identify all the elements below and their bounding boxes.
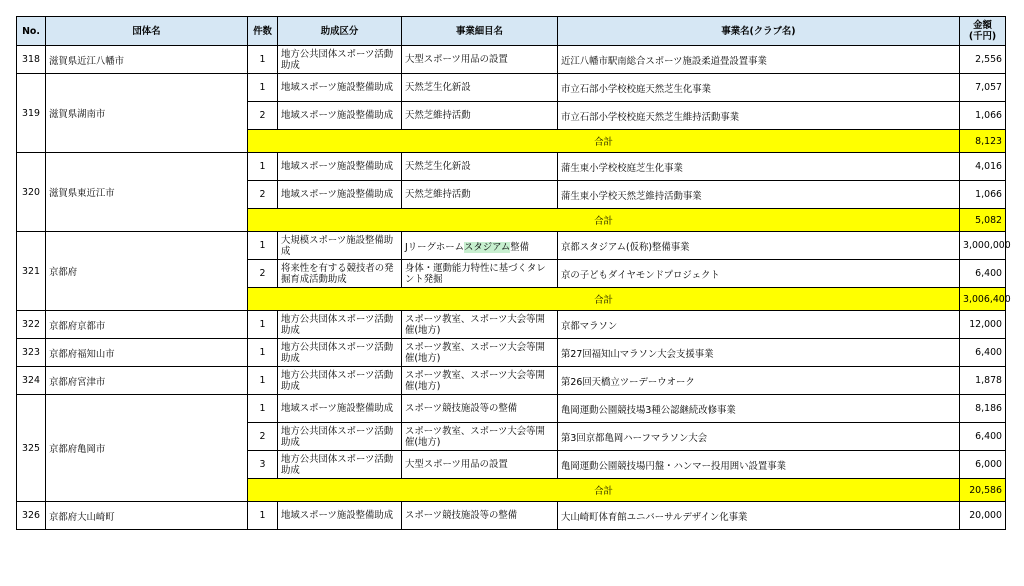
category-cell: 地域スポーツ施設整備助成 — [278, 102, 402, 130]
category-cell: 地域スポーツ施設整備助成 — [278, 502, 402, 530]
detail-cell: 大型スポーツ用品の設置 — [402, 46, 558, 74]
detail-cell: スポーツ教室、スポーツ大会等開催(地方) — [402, 339, 558, 367]
project-cell: 第27回福知山マラソン大会支援事業 — [558, 339, 960, 367]
category-cell: 地方公共団体スポーツ活動助成 — [278, 451, 402, 479]
header-category: 助成区分 — [278, 17, 402, 46]
total-label: 合計 — [248, 288, 960, 311]
entry-no: 319 — [17, 74, 46, 153]
project-cell: 市立石部小学校校庭天然芝生維持活動事業 — [558, 102, 960, 130]
amount-cell: 4,016 — [960, 153, 1006, 181]
amount-cell: 6,400 — [960, 423, 1006, 451]
count-cell: 1 — [248, 367, 278, 395]
project-cell: 蒲生東小学校天然芝維持活動事業 — [558, 181, 960, 209]
amount-cell: 3,000,000 — [960, 232, 1006, 260]
amount-cell: 1,878 — [960, 367, 1006, 395]
category-cell: 地域スポーツ施設整備助成 — [278, 153, 402, 181]
category-cell: 地方公共団体スポーツ活動助成 — [278, 423, 402, 451]
count-cell: 2 — [248, 260, 278, 288]
amount-cell: 6,000 — [960, 451, 1006, 479]
detail-cell: 天然芝生化新設 — [402, 153, 558, 181]
table-row — [17, 74, 1006, 102]
entry-no: 320 — [17, 153, 46, 232]
count-cell: 2 — [248, 102, 278, 130]
amount-cell: 6,400 — [960, 260, 1006, 288]
detail-cell: スポーツ教室、スポーツ大会等開催(地方) — [402, 311, 558, 339]
detail-cell: スポーツ競技施設等の整備 — [402, 502, 558, 530]
amount-cell: 8,186 — [960, 395, 1006, 423]
entry-no: 325 — [17, 395, 46, 502]
project-cell: 第3回京都亀岡ハーフマラソン大会 — [558, 423, 960, 451]
count-cell: 1 — [248, 339, 278, 367]
project-cell: 市立石部小学校校庭天然芝生化事業 — [558, 74, 960, 102]
project-cell: 近江八幡市駅南総合スポーツ施設柔道畳設置事業 — [558, 46, 960, 74]
detail-cell: 天然芝維持活動 — [402, 102, 558, 130]
category-cell: 将来性を有する競技者の発掘育成活動助成 — [278, 260, 402, 288]
total-label: 合計 — [248, 479, 960, 502]
entry-no: 321 — [17, 232, 46, 311]
category-cell: 地域スポーツ施設整備助成 — [278, 74, 402, 102]
header-detail: 事業細目名 — [402, 17, 558, 46]
entry-no: 323 — [17, 339, 46, 367]
count-cell: 1 — [248, 232, 278, 260]
table-row — [17, 367, 1006, 395]
total-amount: 5,082 — [960, 209, 1006, 232]
project-cell: 第26回天橋立ツーデーウオーク — [558, 367, 960, 395]
header-row — [17, 17, 1006, 46]
category-cell: 地方公共団体スポーツ活動助成 — [278, 339, 402, 367]
category-cell: 地域スポーツ施設整備助成 — [278, 395, 402, 423]
project-cell: 大山崎町体育館ユニバーサルデザイン化事業 — [558, 502, 960, 530]
table-row — [17, 339, 1006, 367]
entry-no: 324 — [17, 367, 46, 395]
detail-cell: スポーツ教室、スポーツ大会等開催(地方) — [402, 423, 558, 451]
group-name: 京都府福知山市 — [46, 339, 248, 367]
count-cell: 1 — [248, 311, 278, 339]
header-amount: 金額 (千円) — [960, 17, 1006, 46]
total-label: 合計 — [248, 209, 960, 232]
table-row — [17, 311, 1006, 339]
count-cell: 1 — [248, 46, 278, 74]
total-label: 合計 — [248, 130, 960, 153]
detail-cell: スポーツ教室、スポーツ大会等開催(地方) — [402, 367, 558, 395]
count-cell: 1 — [248, 502, 278, 530]
group-name: 滋賀県湖南市 — [46, 74, 248, 153]
count-cell: 1 — [248, 395, 278, 423]
category-cell: 地方公共団体スポーツ活動助成 — [278, 46, 402, 74]
category-cell: 地方公共団体スポーツ活動助成 — [278, 367, 402, 395]
amount-cell: 6,400 — [960, 339, 1006, 367]
count-cell: 1 — [248, 153, 278, 181]
group-name: 京都府 — [46, 232, 248, 311]
group-name: 滋賀県東近江市 — [46, 153, 248, 232]
amount-cell: 12,000 — [960, 311, 1006, 339]
table-row — [17, 502, 1006, 530]
detail-cell: 天然芝維持活動 — [402, 181, 558, 209]
total-amount: 3,006,400 — [960, 288, 1006, 311]
table-row — [17, 395, 1006, 423]
detail-cell: スポーツ競技施設等の整備 — [402, 395, 558, 423]
table-row — [17, 46, 1006, 74]
category-cell: 地域スポーツ施設整備助成 — [278, 181, 402, 209]
project-cell: 京都マラソン — [558, 311, 960, 339]
entry-no: 326 — [17, 502, 46, 530]
header-project: 事業名(クラブ名) — [558, 17, 960, 46]
group-name: 滋賀県近江八幡市 — [46, 46, 248, 74]
amount-cell: 1,066 — [960, 181, 1006, 209]
project-cell: 京の子どもダイヤモンドプロジェクト — [558, 260, 960, 288]
header-group: 団体名 — [46, 17, 248, 46]
header-count: 件数 — [248, 17, 278, 46]
entry-no: 318 — [17, 46, 46, 74]
count-cell: 3 — [248, 451, 278, 479]
category-cell: 大規模スポーツ施設整備助成 — [278, 232, 402, 260]
count-cell: 1 — [248, 74, 278, 102]
grant-table — [16, 16, 1011, 530]
project-cell: 亀岡運動公園競技場3種公認継続改修事業 — [558, 395, 960, 423]
table-row — [17, 232, 1006, 260]
amount-cell: 1,066 — [960, 102, 1006, 130]
group-name: 京都府京都市 — [46, 311, 248, 339]
amount-cell: 20,000 — [960, 502, 1006, 530]
count-cell: 2 — [248, 181, 278, 209]
amount-cell: 2,556 — [960, 46, 1006, 74]
group-name: 京都府宮津市 — [46, 367, 248, 395]
group-name: 京都府亀岡市 — [46, 395, 248, 502]
project-cell: 京都スタジアム(仮称)整備事業 — [558, 232, 960, 260]
group-name: 京都府大山崎町 — [46, 502, 248, 530]
total-amount: 20,586 — [960, 479, 1006, 502]
count-cell: 2 — [248, 423, 278, 451]
entry-no: 322 — [17, 311, 46, 339]
project-cell: 蒲生東小学校校庭芝生化事業 — [558, 153, 960, 181]
header-no: No. — [17, 17, 46, 46]
table-row — [17, 153, 1006, 181]
category-cell: 地方公共団体スポーツ活動助成 — [278, 311, 402, 339]
detail-cell: 身体・運動能力特性に基づくタレント発掘 — [402, 260, 558, 288]
detail-cell: 大型スポーツ用品の設置 — [402, 451, 558, 479]
detail-cell: 天然芝生化新設 — [402, 74, 558, 102]
amount-cell: 7,057 — [960, 74, 1006, 102]
project-cell: 亀岡運動公園競技場円盤・ハンマー投用囲い設置事業 — [558, 451, 960, 479]
detail-cell: Jリーグホームスタジアム整備 — [402, 232, 558, 260]
total-amount: 8,123 — [960, 130, 1006, 153]
